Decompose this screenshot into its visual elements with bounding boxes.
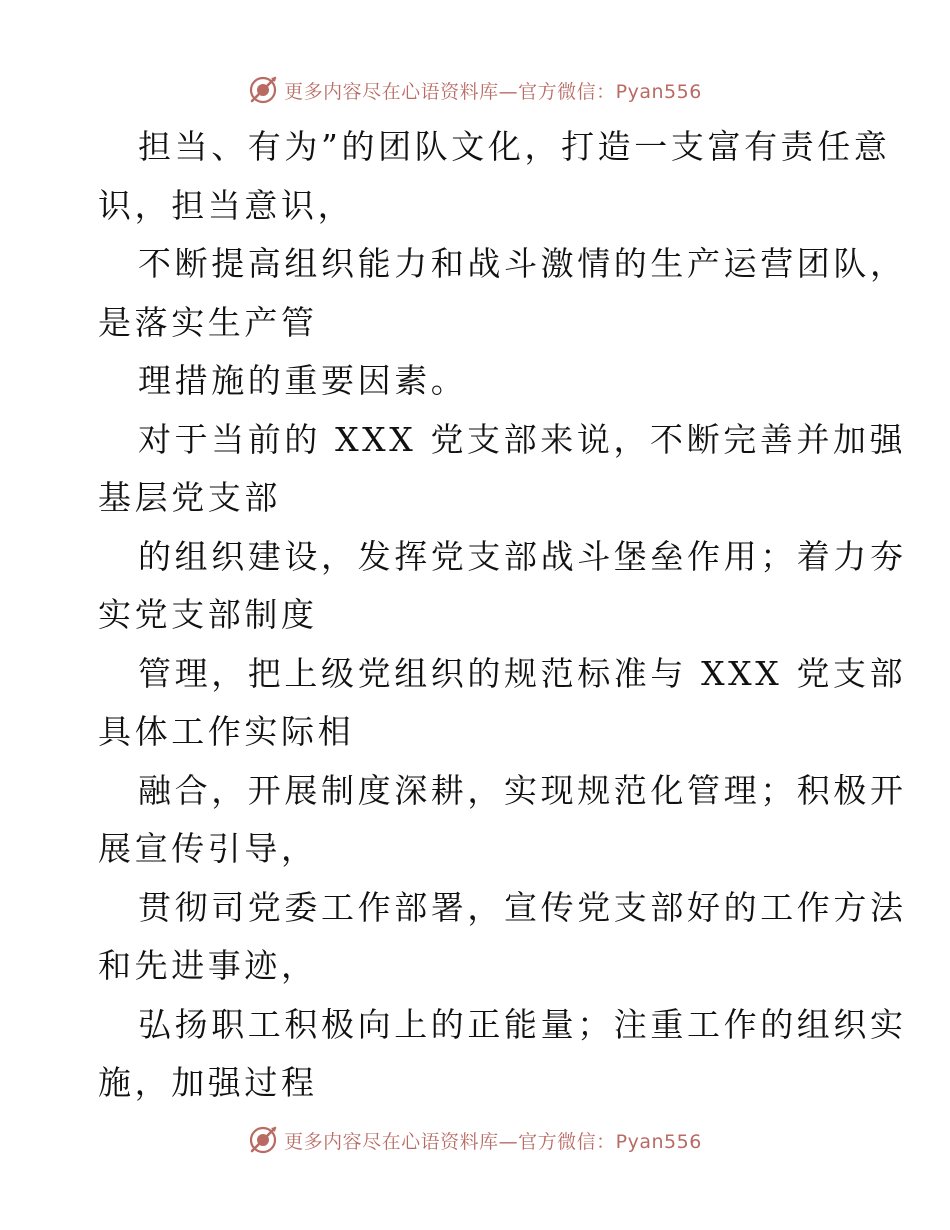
paragraph [98, 411, 907, 528]
text-line: 融合，开展制度深耕，实现规范化管理；积极开 [138, 770, 907, 810]
quill-seal-icon [248, 1125, 278, 1155]
header-watermark-text: 更多内容尽在心语资料库—官方微信：Pyan556 [284, 80, 702, 103]
footer-watermark-text: 更多内容尽在心语资料库—官方微信：Pyan556 [284, 1130, 702, 1153]
text-line: 的组织建设，发挥党支部战斗堡垒作用；着力夯 [138, 536, 907, 576]
text-line: 和先进事迹， [98, 946, 318, 985]
document-body [98, 118, 907, 1113]
paragraph [98, 235, 907, 352]
paragraph [98, 879, 907, 996]
text-line: 管理，把上级党组织的规范标准与 XXX 党支部 [138, 653, 907, 693]
text-line: 理措施的重要因素。 [138, 361, 468, 400]
text-line: 识，担当意识， [98, 185, 355, 225]
text-line: 展宣传引导， [98, 829, 318, 868]
paragraph [98, 352, 858, 411]
text-line: 基层党支部 [98, 478, 281, 517]
text-line: 担当、有为”的团队文化，打造一支富有责任意 [138, 127, 891, 166]
text-line: 弘扬职工积极向上的正能量；注重工作的组织实 [138, 1004, 907, 1044]
header-watermark-banner [0, 70, 950, 110]
text-line: 具体工作实际相 [98, 712, 355, 751]
text-line: 不断提高组织能力和战斗激情的生产运营团队， [138, 244, 907, 283]
footer-watermark-banner [0, 1120, 950, 1160]
text-line: 施，加强过程 [98, 1063, 318, 1102]
quill-seal-icon [248, 75, 278, 105]
paragraph [98, 528, 907, 645]
paragraph [98, 996, 907, 1113]
paragraph [98, 762, 907, 879]
text-line: 实党支部制度 [98, 595, 318, 634]
text-line: 贯彻司党委工作部署，宣传党支部好的工作方法 [138, 887, 907, 927]
paragraph [98, 118, 891, 235]
text-line: 是落实生产管 [98, 302, 318, 342]
text-line: 对于当前的 XXX 党支部来说，不断完善并加强 [138, 419, 907, 459]
paragraph [98, 645, 907, 762]
